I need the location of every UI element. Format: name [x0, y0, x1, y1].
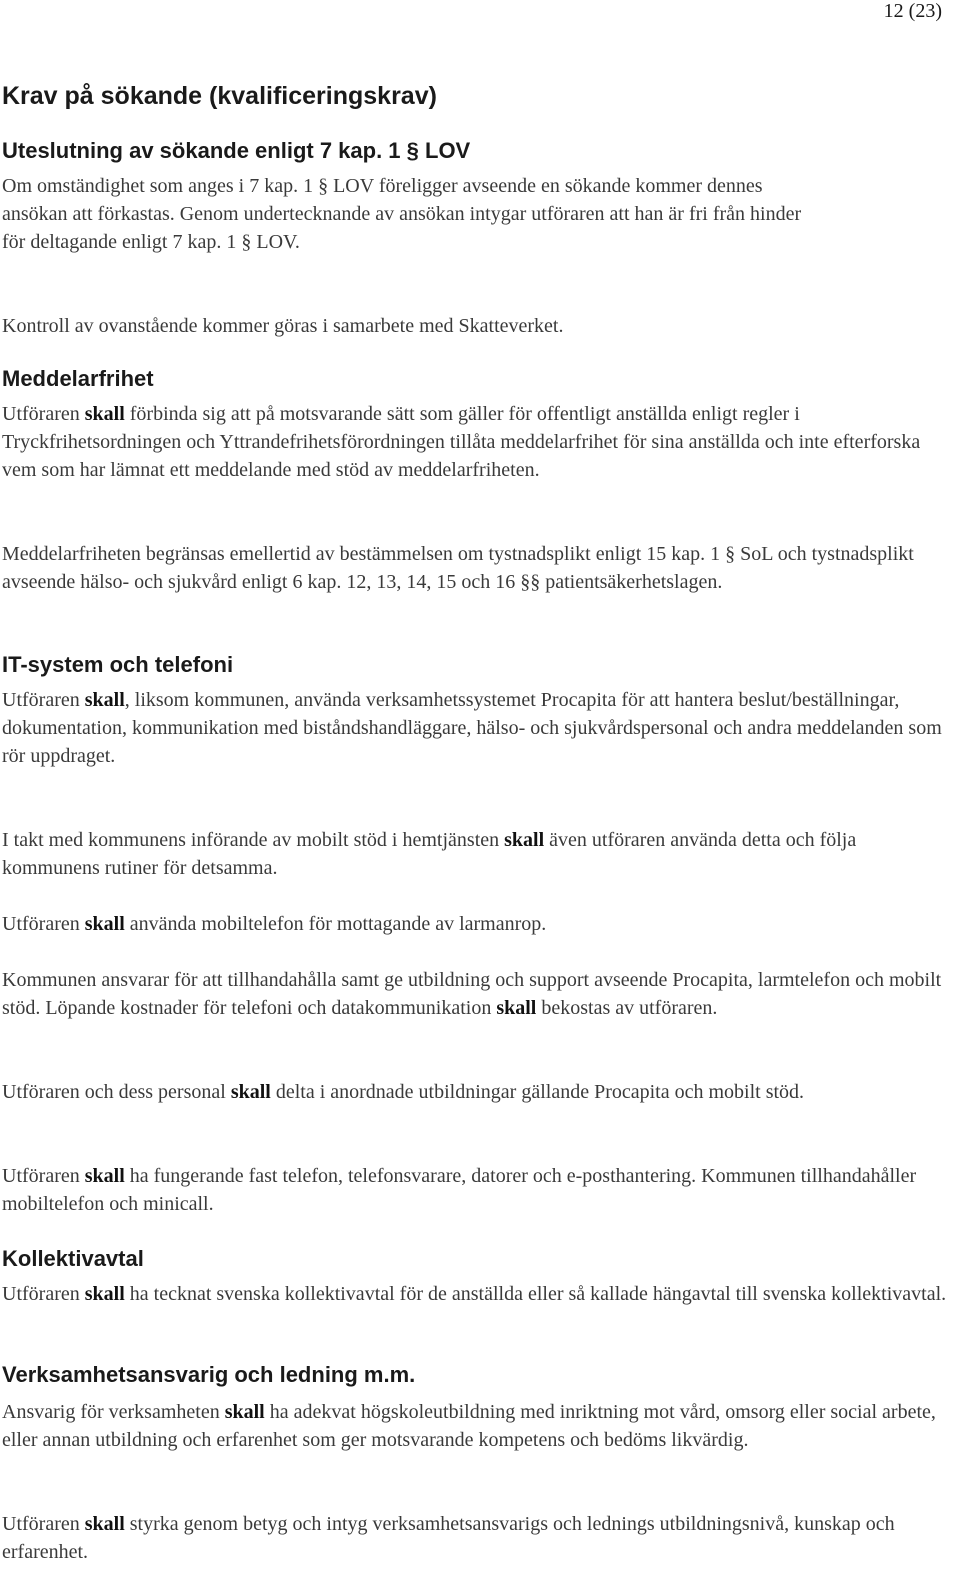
section-title-uteslutning: Uteslutning av sökande enligt 7 kap. 1 § LOV — [2, 138, 471, 163]
page-number: 12 (23) — [883, 0, 942, 22]
section-title-meddelarfrihet: Meddelarfrihet — [2, 366, 154, 391]
page-heading: Krav på sökande (kvalificeringskrav) — [2, 82, 437, 110]
paragraph: Kommunen ansvarar för att tillhandahålla samt ge utbildning och support avseende Procapita, larmtelefon och mobilt stöd. Löpande kostnader för telefoni och datakommunikation skall bekostas av utföraren. — [2, 969, 942, 1019]
paragraph: Utföraren skall använda mobiltelefon för mottagande av larmanrop. — [2, 913, 547, 935]
paragraph: Utföraren skall, liksom kommunen, använda verksamhetssystemet Procapita för att hantera beslut/beställningar, dokumentation, kommunikation med biståndshandläggare, hälso- och sjukvårdspersonal och andra meddelanden som rör uppdraget. — [2, 689, 942, 767]
paragraph: Utföraren skall styrka genom betyg och intyg verksamhetsansvarigs och lednings utbildningsnivå, kunskap och erfarenhet. — [2, 1513, 895, 1563]
paragraph: Kontroll av ovanstående kommer göras i samarbete med Skatteverket. — [2, 315, 564, 337]
paragraph: Ansvarig för verksamheten skall ha adekvat högskoleutbildning med inriktning mot vård, omsorg eller social arbete, eller annan utbildning och erfarenhet som ger motsvarande kompetens och bedöms likvärdig. — [2, 1401, 936, 1451]
paragraph: I takt med kommunens införande av mobilt stöd i hemtjänsten skall även utföraren använda detta och följa kommunens rutiner för detsamma. — [2, 829, 857, 879]
paragraph: Utföraren skall ha tecknat svenska kollektivavtal för de anställda eller så kallade hängavtal till svenska kollektivavtal. — [2, 1283, 947, 1305]
paragraph: Utföraren skall ha fungerande fast telefon, telefonsvarare, datorer och e-posthantering. Kommunen tillhandahåller mobiltelefon och minicall. — [2, 1165, 917, 1215]
section-title-kollektivavtal: Kollektivavtal — [2, 1246, 144, 1271]
paragraph: Om omständighet som anges i 7 kap. 1 § LOV föreligger avseende en sökande kommer dennes ansökan att förkastas. Genom undertecknande av ansökan intygar utföraren att han är fri från hinder för deltagande enligt 7 kap. 1 § LOV. — [2, 175, 802, 253]
paragraph: Utföraren skall förbinda sig att på motsvarande sätt som gäller för offentligt anställda enligt regler i Tryckfrihetsordningen och Yttrandefrihetsförordningen tillåta meddelarfrihet för sina anställda och inte efterforska vem som har lämnat ett meddelande med stöd av meddelarfriheten. — [2, 403, 921, 481]
paragraph: Utföraren och dess personal skall delta i anordnade utbildningar gällande Procapita och mobilt stöd. — [2, 1081, 805, 1103]
section-title-verksamhetsansvarig: Verksamhetsansvarig och ledning m.m. — [2, 1362, 416, 1387]
paragraph: Meddelarfriheten begränsas emellertid av bestämmelsen om tystnadsplikt enligt 15 kap. 1 § SoL och tystnadsplikt avseende hälso- och sjukvård enligt 6 kap. 12, 13, 14, 15 och 16 §§ patientsäkerhetslagen. — [2, 543, 914, 593]
section-title-it-system: IT-system och telefoni — [2, 652, 234, 677]
